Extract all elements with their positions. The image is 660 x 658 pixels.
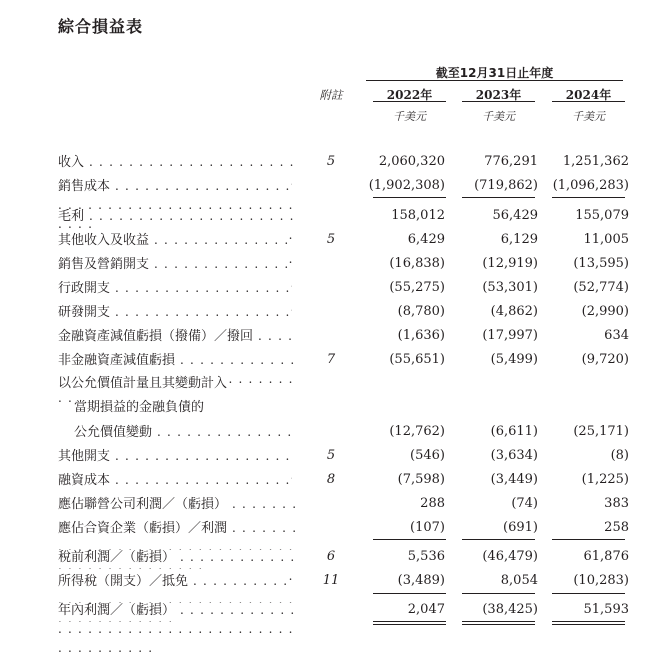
table-row bbox=[0, 468, 660, 492]
value-2023: (38,425) bbox=[482, 602, 538, 617]
row-label: 行政開支 . . . bbox=[58, 279, 298, 336]
table-row bbox=[0, 569, 660, 593]
total-double-rule bbox=[552, 621, 625, 625]
value-2024: 1,251,362 bbox=[562, 154, 629, 169]
value-2024: 155,079 bbox=[575, 208, 629, 223]
subtotal-rule bbox=[373, 539, 446, 540]
row-label: 研發開支 . . . bbox=[58, 303, 298, 360]
value-2024: (13,595) bbox=[573, 256, 629, 271]
table-row bbox=[0, 204, 660, 228]
row-label: 收入 . . . bbox=[58, 153, 298, 210]
table-row bbox=[0, 300, 660, 324]
row-label: 當期損益的金融負債的 bbox=[74, 400, 205, 415]
value-2023: (3,449) bbox=[490, 472, 538, 487]
value-2022: 158,012 bbox=[391, 208, 445, 223]
value-2023: 6,129 bbox=[500, 232, 538, 247]
table-row bbox=[0, 444, 660, 468]
value-2022: (107) bbox=[410, 520, 445, 535]
row-label: 毛利 . . . bbox=[58, 207, 298, 264]
value-2024: (25,171) bbox=[573, 424, 629, 439]
row-note: 5 bbox=[326, 232, 336, 247]
table-row bbox=[0, 396, 660, 420]
total-double-rule bbox=[462, 621, 535, 625]
row-label: 公允價值變動 . . . bbox=[74, 423, 298, 480]
value-2022: (3,489) bbox=[397, 573, 445, 588]
subtotal-rule bbox=[552, 593, 625, 594]
value-2024: (1,096,283) bbox=[552, 178, 629, 193]
period-underline bbox=[366, 80, 623, 81]
table-row bbox=[0, 598, 660, 622]
table-row bbox=[0, 174, 660, 198]
row-label: 以公允價值計量且其變動計入 bbox=[58, 376, 228, 391]
unit-2022: 千美元 bbox=[393, 110, 426, 123]
row-label: 融資成本 . . . bbox=[58, 471, 298, 528]
value-2022: (55,275) bbox=[389, 280, 445, 295]
row-note: 6 bbox=[326, 549, 336, 564]
row-label: 其他收入及收益 . . . bbox=[58, 231, 298, 288]
year-2024-header: 2024年 bbox=[565, 88, 612, 102]
year-2023-header: 2023年 bbox=[475, 88, 522, 102]
unit-2023: 千美元 bbox=[482, 110, 515, 123]
subtotal-rule bbox=[462, 593, 535, 594]
row-label: 年內利潤／（虧損） . . . bbox=[58, 601, 298, 658]
table-row bbox=[0, 252, 660, 276]
subtotal-rule bbox=[462, 197, 535, 198]
subtotal-rule bbox=[552, 539, 625, 540]
subtotal-rule bbox=[552, 197, 625, 198]
value-2022: (7,598) bbox=[397, 472, 445, 487]
year-2023-underline bbox=[462, 101, 535, 102]
value-2022: (55,651) bbox=[389, 352, 445, 367]
value-2023: (74) bbox=[511, 496, 538, 511]
row-note: 5 bbox=[326, 448, 336, 463]
year-2024-underline bbox=[552, 101, 625, 102]
row-label: 應佔合資企業（虧損）／利潤 . . . bbox=[58, 519, 298, 576]
total-double-rule bbox=[373, 621, 446, 625]
value-2023: (53,301) bbox=[482, 280, 538, 295]
value-2024: (2,990) bbox=[581, 304, 629, 319]
value-2024: 258 bbox=[604, 520, 629, 535]
value-2022: 2,060,320 bbox=[378, 154, 445, 169]
table-row bbox=[0, 228, 660, 252]
value-2023: (6,611) bbox=[490, 424, 538, 439]
value-2022: (12,762) bbox=[389, 424, 445, 439]
value-2022: (1,902,308) bbox=[368, 178, 445, 193]
value-2022: (8,780) bbox=[397, 304, 445, 319]
table-row bbox=[0, 516, 660, 540]
value-2022: 288 bbox=[420, 496, 445, 511]
value-2023: (46,479) bbox=[482, 549, 538, 564]
value-2024: (1,225) bbox=[581, 472, 629, 487]
year-2022-header: 2022年 bbox=[386, 88, 433, 102]
note-column-header: 附註 bbox=[319, 88, 343, 102]
value-2024: 634 bbox=[604, 328, 629, 343]
table-row bbox=[0, 492, 660, 516]
subtotal-rule bbox=[373, 593, 446, 594]
value-2023: (3,634) bbox=[490, 448, 538, 463]
value-2022: (546) bbox=[410, 448, 445, 463]
value-2024: 61,876 bbox=[583, 549, 629, 564]
value-2024: (52,774) bbox=[573, 280, 629, 295]
value-2022: (16,838) bbox=[389, 256, 445, 271]
value-2023: (17,997) bbox=[482, 328, 538, 343]
row-label: 應佔聯營公司利潤／（虧損） . . . bbox=[58, 495, 298, 552]
subtotal-rule bbox=[373, 197, 446, 198]
table-row bbox=[0, 545, 660, 569]
value-2024: (10,283) bbox=[573, 573, 629, 588]
year-2022-underline bbox=[373, 101, 446, 102]
period-header: 截至12月31日止年度 bbox=[435, 66, 554, 80]
row-label: 銷售成本 . . . bbox=[58, 177, 298, 234]
value-2023: (12,919) bbox=[482, 256, 538, 271]
value-2024: 11,005 bbox=[583, 232, 629, 247]
value-2023: 8,054 bbox=[500, 573, 538, 588]
table-row bbox=[0, 150, 660, 174]
row-note: 8 bbox=[326, 472, 336, 487]
table-row bbox=[0, 324, 660, 348]
value-2022: (1,636) bbox=[397, 328, 445, 343]
row-label: 非金融資產減值虧損 . . . bbox=[58, 351, 298, 408]
row-label: 銷售及營銷開支 . . . bbox=[58, 255, 298, 312]
value-2022: 5,536 bbox=[407, 549, 445, 564]
unit-2024: 千美元 bbox=[572, 110, 605, 123]
table-row bbox=[0, 372, 660, 396]
row-label: 金融資產減值虧損（撥備）／撥回 . . . bbox=[58, 327, 298, 384]
value-2023: (4,862) bbox=[490, 304, 538, 319]
value-2024: 51,593 bbox=[583, 602, 629, 617]
value-2023: (691) bbox=[503, 520, 538, 535]
row-label: 其他開支 . . . bbox=[58, 447, 298, 504]
page-title: 綜合損益表 bbox=[58, 17, 144, 36]
value-2024: 383 bbox=[604, 496, 629, 511]
row-label: 所得稅（開支）／抵免 . . . bbox=[58, 572, 298, 629]
value-2023: 776,291 bbox=[484, 154, 538, 169]
table-row bbox=[0, 348, 660, 372]
row-note: 7 bbox=[326, 352, 336, 367]
value-2024: (9,720) bbox=[581, 352, 629, 367]
row-note: 11 bbox=[322, 573, 340, 588]
value-2022: 6,429 bbox=[407, 232, 445, 247]
value-2023: (5,499) bbox=[490, 352, 538, 367]
table-row bbox=[0, 276, 660, 300]
value-2022: 2,047 bbox=[407, 602, 445, 617]
value-2023: 56,429 bbox=[492, 208, 538, 223]
value-2024: (8) bbox=[610, 448, 629, 463]
row-label: 稅前利潤／（虧損） . . . bbox=[58, 548, 298, 605]
row-note: 5 bbox=[326, 154, 336, 169]
value-2023: (719,862) bbox=[474, 178, 538, 193]
table-row bbox=[0, 420, 660, 444]
subtotal-rule bbox=[462, 539, 535, 540]
